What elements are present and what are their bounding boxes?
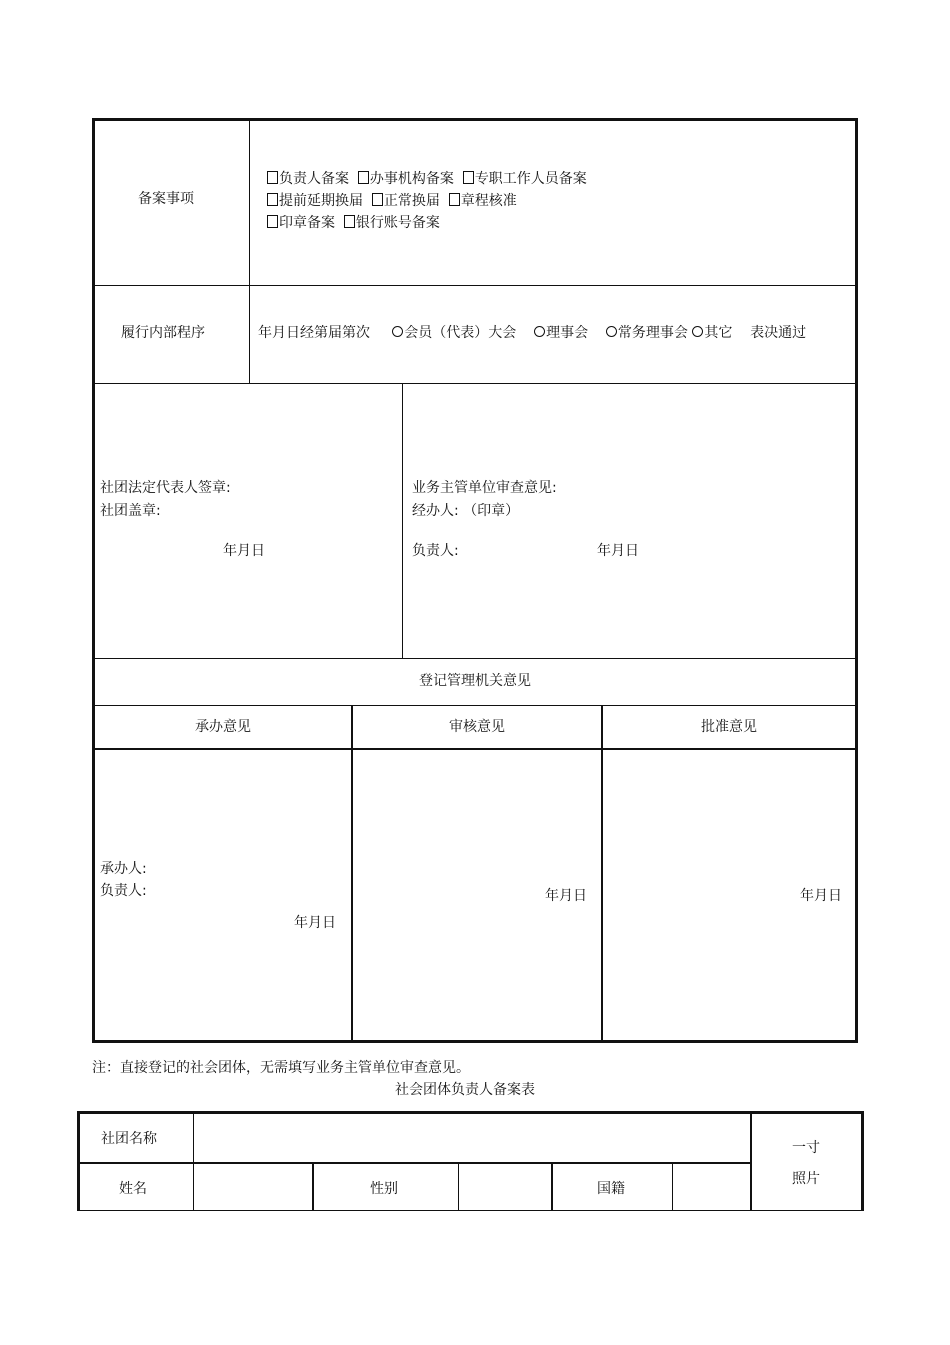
filing-options-line1 — [267, 170, 587, 188]
registration-authority-header: 登记管理机关意见 — [419, 673, 531, 689]
society-seal-label: 社团盖章: — [100, 503, 161, 519]
col-header-approval: 批准意见 — [701, 719, 757, 735]
nationality-label: 国籍 — [597, 1181, 625, 1197]
legal-rep-signature-label: 社团法定代表人签章: — [100, 480, 231, 496]
person-name-field[interactable] — [195, 1165, 311, 1209]
filing-options-line2 — [267, 192, 517, 210]
radio-members-assembly[interactable]: 会员（代表）大会 — [392, 325, 516, 341]
gender-label: 性别 — [370, 1181, 398, 1197]
person-name-label: 姓名 — [119, 1181, 147, 1197]
nationality-field[interactable] — [674, 1165, 749, 1209]
col2-date-label: 年月日 — [545, 888, 587, 904]
checkbox-icon — [344, 215, 355, 228]
checkbox-icon — [449, 193, 460, 206]
right-date-label: 年月日 — [597, 543, 639, 559]
checkbox-principal[interactable]: 负责人备案 — [267, 171, 349, 187]
society-name-label: 社团名称 — [101, 1131, 157, 1147]
radio-standing-council[interactable]: 常务理事会 — [606, 325, 688, 341]
radio-council[interactable]: 理事会 — [534, 325, 588, 341]
checkbox-normal-election[interactable]: 正常换届 — [372, 193, 440, 209]
photo-label-size: 一寸 — [792, 1140, 820, 1156]
checkbox-icon — [267, 193, 278, 206]
checkbox-staff[interactable]: 专职工作人员备案 — [463, 171, 587, 187]
photo-label-photo: 照片 — [792, 1171, 820, 1187]
supervisor-opinion-label: 业务主管单位审查意见: — [412, 480, 557, 496]
checkbox-charter[interactable]: 章程核准 — [449, 193, 517, 209]
checkbox-early-delay[interactable]: 提前延期换届 — [267, 193, 363, 209]
col3-date-label: 年月日 — [800, 888, 842, 904]
form2-title: 社会团体负责人备案表 — [395, 1082, 535, 1098]
col-header-undertaking: 承办意见 — [195, 719, 251, 735]
radio-icon — [392, 326, 403, 337]
col1-date-label: 年月日 — [294, 915, 336, 931]
checkbox-seal[interactable]: 印章备案 — [267, 215, 335, 231]
radio-icon — [534, 326, 545, 337]
undertaker-label: 承办人: — [100, 861, 147, 877]
radio-other[interactable]: 其它 — [692, 325, 732, 341]
filing-options-line3 — [267, 214, 440, 232]
checkbox-icon — [267, 171, 278, 184]
col-header-review: 审核意见 — [449, 719, 505, 735]
radio-icon — [606, 326, 617, 337]
internal-procedure-line: 年月日经第届第次 会员（代表）大会 理事会 常务理事会 其它 表决通过 — [258, 325, 807, 341]
checkbox-icon — [372, 193, 383, 206]
filing-items-label: 备案事项 — [138, 191, 194, 207]
radio-icon — [692, 326, 703, 337]
society-name-field[interactable] — [195, 1114, 749, 1161]
checkbox-office[interactable]: 办事机构备案 — [358, 171, 454, 187]
checkbox-icon — [463, 171, 474, 184]
checkbox-icon — [358, 171, 369, 184]
internal-procedure-label: 履行内部程序 — [121, 325, 205, 341]
col1-principal-label: 负责人: — [100, 883, 147, 899]
checkbox-icon — [267, 215, 278, 228]
left-date-label: 年月日 — [223, 543, 265, 559]
handler-seal-label: 经办人: （印章） — [412, 503, 520, 519]
supervisor-principal-label: 负责人: — [412, 543, 459, 559]
form-note: 注：直接登记的社会团体，无需填写业务主管单位审查意见。 — [92, 1060, 470, 1076]
checkbox-bank-account[interactable]: 银行账号备案 — [344, 215, 440, 231]
gender-field[interactable] — [460, 1165, 550, 1209]
